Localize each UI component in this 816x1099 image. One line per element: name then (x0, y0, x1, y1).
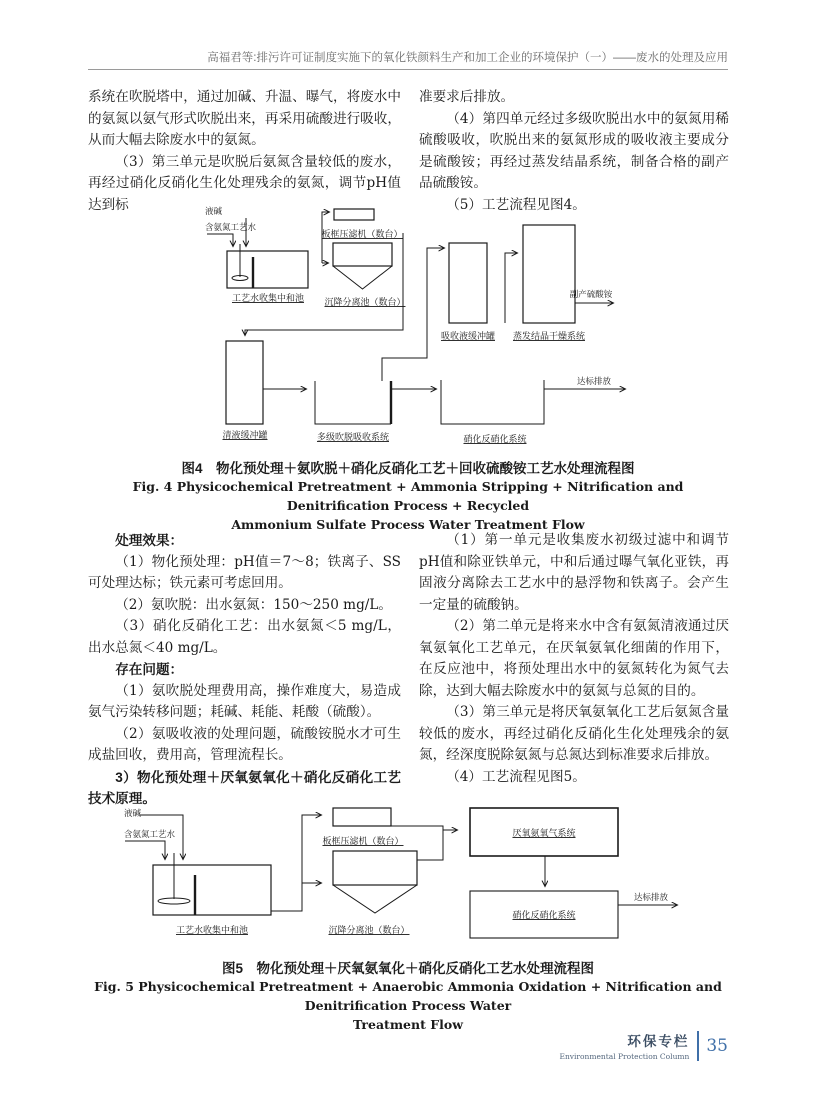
paragraph: （2）第二单元是将来水中含有氨氮清液通过厌氧氨氧化工艺单元，在厌氧氨氧化细菌的作用下，在反应池中，将预处理出水中的氨氮转化为氮气去除，达到大幅去除废水中的氨氮与总氮的目的。 (419, 618, 729, 699)
paragraph: （4）工艺流程见图5。 (446, 768, 586, 785)
paragraph: （1）物化预处理：pH值＝7～8；铁离子、SS可处理达标；铁元素可考虑回用。 (88, 553, 401, 591)
fig4-filter-press-label: 板框压滤机（数台） (321, 230, 403, 240)
paragraph: 处理效果： (115, 533, 184, 548)
figure4-caption-en-line1: Fig. 4 Physicochemical Pretreatment + Ammonia Stripping + Nitrification and Denitrification Process + Recycled (132, 479, 684, 513)
paragraph: （4）第四单元经过多级吹脱出水中的氨氮用稀硫酸吸收，吹脱出来的氨氮形成的吸收液主要成分是硫酸铵；再经过蒸发结晶系统，制备合格的副产品硫酸铵。 (419, 110, 729, 191)
mid-left-column (88, 530, 401, 810)
fig5-feed-label: 含氨氮工艺水 (124, 830, 176, 840)
fig5-riser-line (271, 815, 321, 911)
paragraph: 存在问题： (115, 662, 184, 677)
fig5-discharge-label: 达标排放 (633, 893, 669, 903)
fig5-feed-line (125, 841, 165, 859)
header-rule (88, 69, 728, 70)
fig4-discharge-label: 达标排放 (576, 377, 612, 387)
fig4-filter-press (334, 209, 374, 220)
fig4-absorb-tank (449, 243, 487, 323)
mid-right-column (419, 530, 729, 788)
fig4-evap-feed-line (505, 253, 517, 323)
fig4-byproduct-label: 副产硫酸铵 (569, 290, 613, 300)
paragraph: （1）第一单元是收集废水初级过滤中和调节pH值和除亚铁单元，中和后通过曝气氧化亚铁，再固液分离除去工艺水中的悬浮物和铁离子。会产生一定量的硫酸钠。 (419, 532, 729, 613)
fig4-feed-line (207, 234, 233, 246)
fig4-evap-system (523, 225, 575, 323)
footer-column-title-en: Environmental Protection Column (559, 1052, 690, 1061)
fig5-anammox-label: 厌氧氨氧气系统 (512, 829, 576, 839)
paragraph: 准要求后排放。 (419, 89, 515, 105)
fig4-nitri-walls (441, 380, 544, 424)
footer-column-title-zh: 环保专栏 (627, 1034, 690, 1049)
page-footer (88, 1030, 728, 1061)
fig4-naoh-label: 液碱 (205, 207, 223, 217)
fig4-clear-tank-label: 清液缓冲罐 (222, 431, 268, 441)
fig5-collect-tank (153, 865, 271, 915)
running-title: 高福君等:排污许可证制度实施下的氧化铁颜料生产和加工企业的环境保护（一）——废水的处理及应用 (207, 52, 728, 64)
fig5-settling-tank-label: 沉降分离池（数台） (328, 926, 410, 936)
page-number: 35 (706, 1035, 728, 1056)
fig5-settling-funnel (333, 885, 417, 913)
figure5-caption-zh: 图5 物化预处理＋厌氧氨氧化＋硝化反硝化工艺水处理流程图 (221, 961, 594, 976)
fig5-filter-press-label: 板框压滤机（数台） (322, 837, 404, 847)
paragraph: 3）物化预处理＋厌氧氨氧化＋硝化反硝化工艺技术原理。 (88, 769, 401, 806)
fig4-downcomer-line (245, 233, 406, 335)
fig4-stripping-walls (315, 381, 391, 424)
fig4-settling-tank-label: 沉降分离池（数台） (324, 298, 406, 308)
paragraph: （3）第三单元是吹脱后氨氮含量较低的废水，再经过硝化反硝化生化处理残余的氨氮，调节pH值达到标 (88, 153, 401, 213)
figure5-caption-en-line2: Treatment Flow (353, 1017, 463, 1032)
fig4-evap-system-label: 蒸发结晶干燥系统 (512, 332, 586, 342)
paragraph: （2）氨吸收液的处理问题，硫酸铵脱水才可生成盐回收，费用高，管理流程长。 (88, 725, 401, 763)
paragraph: （1）氨吹脱处理费用高，操作难度大，易造成氨气污染转移问题；耗碱、耗能、耗酸（硫酸）。 (88, 682, 401, 720)
fig4-feed-label: 含氨氮工艺水 (205, 223, 257, 233)
paragraph: 系统在吹脱塔中，通过加碱、升温、曝气，将废水中的氨氮以氨气形式吹脱出来，再采用硫酸进行吸收，从而大幅去除废水中的氨氮。 (88, 89, 401, 148)
figure5-flow-diagram (88, 803, 728, 955)
paragraph: （5）工艺流程见图4。 (446, 196, 586, 213)
figure4-caption-en-line2: Ammonium Sulfate Process Water Treatment Flow (231, 517, 585, 532)
fig5-nitri-label: 硝化反硝化系统 (512, 911, 576, 921)
figure4-flow-diagram (88, 197, 728, 455)
paragraph: （3）硝化反硝化工艺：出水氨氮＜5 mg/L，出水总氮＜40 mg/L。 (88, 618, 401, 656)
footer-divider (697, 1031, 699, 1061)
fig4-absorb-tank-label: 吸收液缓冲罐 (440, 332, 496, 342)
fig4-stripping-label: 多级吹脱吸收系统 (316, 433, 390, 443)
fig4-nitri-label: 硝化反硝化系统 (463, 435, 527, 445)
paragraph: （2）氨吹脱：出水氨氮：150～250 mg/L。 (115, 596, 392, 613)
fig4-clear-tank (226, 341, 263, 424)
fig5-settling-tank (333, 851, 417, 885)
figure4-caption-zh: 图4 物化预处理＋氨吹脱＋硝化反硝化工艺＋回收硫酸铵工艺水处理流程图 (181, 461, 635, 476)
figure5-caption-en-line1: Fig. 5 Physicochemical Pretreatment + Anaerobic Ammonia Oxidation + Nitrification and Denitrification Process Water (94, 979, 722, 1013)
fig5-filter-press (333, 808, 391, 826)
fig4-collect-tank (227, 251, 308, 288)
fig4-collect-tank-label: 工艺水收集中和池 (231, 294, 305, 304)
fig4-settling-funnel (333, 266, 392, 289)
fig4-riser-line (382, 248, 444, 381)
paragraph: （3）第三单元是将厌氧氨氧化工艺后氨氮含量较低的废水，再经过硝化反硝化生化处理残余的氨氮，经深度脱除氨氮与总氮达到标准要求后排放。 (419, 704, 729, 763)
fig4-settling-tank (333, 243, 392, 266)
fig5-collect-tank-label: 工艺水收集中和池 (175, 926, 249, 936)
fig5-naoh-label: 液碱 (124, 809, 142, 819)
